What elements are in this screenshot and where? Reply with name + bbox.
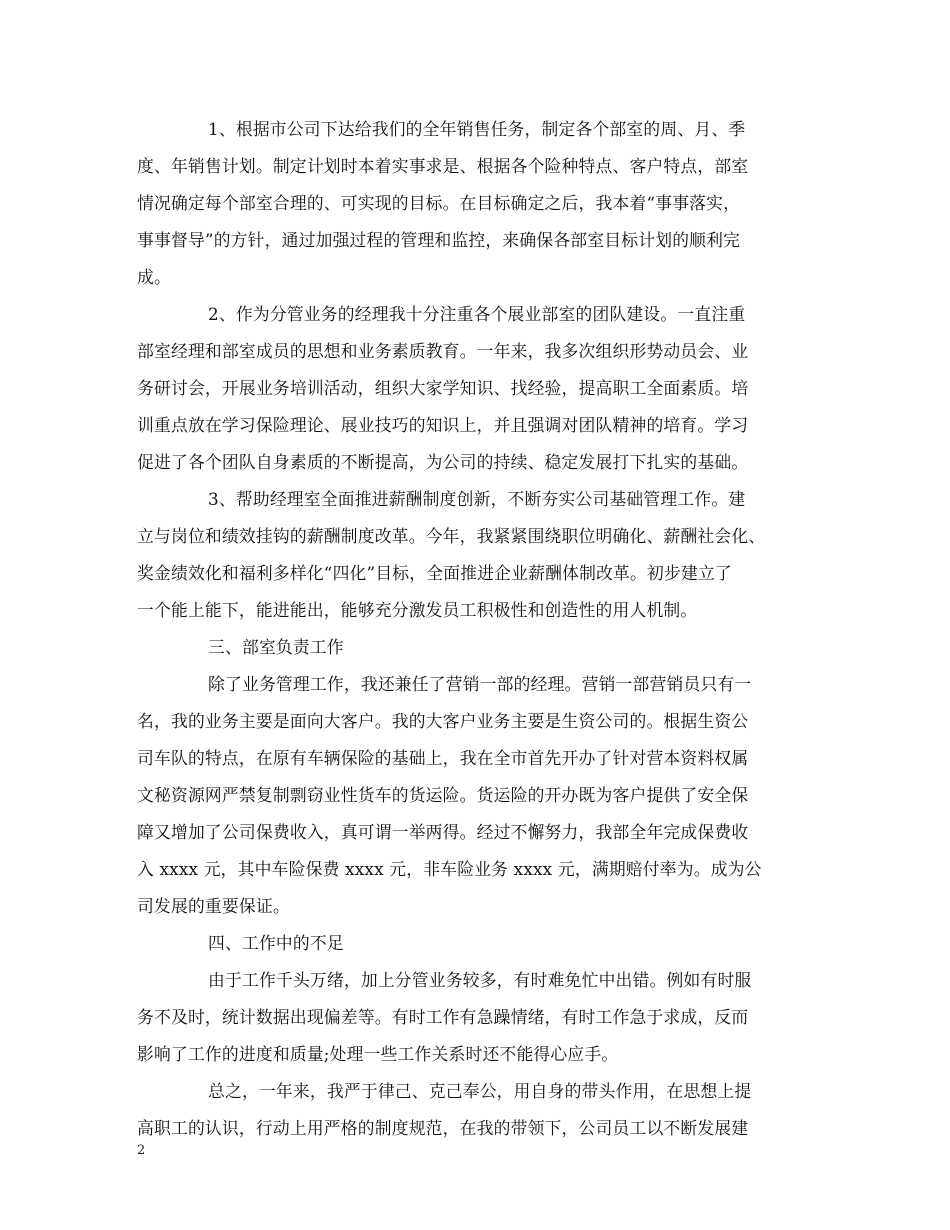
paragraph-line: 障又增加了公司保费收入，真可谓一举两得。经过不懈努力，我部全年完成保费收 [137, 822, 749, 842]
paragraph-line: 影响了工作的进度和质量;处理一些工作关系时还不能得心应手。 [137, 1044, 619, 1064]
paragraph-line: 除了业务管理工作，我还兼任了营销一部的经理。营销一部营销员只有一 [208, 674, 752, 694]
paragraph-line: 2、作为分管业务的经理我十分注重各个展业部室的团队建设。一直注重 [208, 304, 746, 324]
paragraph-line: 文秘资源网严禁复制剽窃业性货车的货运险。货运险的开办既为客户提供了安全保 [137, 785, 749, 805]
paragraph-line: 1、根据市公司下达给我们的全年销售任务，制定各个部室的周、月、季 [208, 119, 746, 139]
paragraph-line: 司车队的特点，在原有车辆保险的基础上，我在全市首先开办了针对营本资料权属 [137, 748, 749, 768]
paragraph-line: 训重点放在学习保险理论、展业技巧的知识上，并且强调对团队精神的培育。学习 [137, 415, 749, 435]
paragraph-line: 司发展的重要保证。 [137, 896, 290, 916]
paragraph-line: 立与岗位和绩效挂钩的薪酬制度改革。今年，我紧紧围绕职位明确化、薪酬社会化、 [137, 526, 766, 546]
paragraph-line: 入 xxxx 元，其中车险保费 xxxx 元，非车险业务 xxxx 元，满期赔付率为。成为公 [137, 859, 762, 879]
paragraph-line: 一个能上能下，能进能出，能够充分激发员工积极性和创造性的用人机制。 [137, 600, 698, 620]
paragraph-line: 奖金绩效化和福利多样化“四化”目标，全面推进企业薪酬体制改革。初步建立了 [137, 563, 732, 583]
paragraph-line: 务研讨会，开展业务培训活动，组织大家学知识、找经验，提高职工全面素质。培 [137, 378, 749, 398]
paragraph-line: 总之，一年来，我严于律己、克己奉公，用自身的带头作用，在思想上提 [208, 1081, 752, 1101]
paragraph-line: 3、帮助经理室全面推进薪酬制度创新，不断夯实公司基础管理工作。建 [208, 489, 746, 509]
paragraph-line: 度、年销售计划。制定计划时本着实事求是、根据各个险种特点、客户特点，部室 [137, 156, 749, 176]
paragraph-line: 成。 [137, 267, 171, 287]
paragraph-line: 情况确定每个部室合理的、可实现的目标。在目标确定之后，我本着“事事落实， [137, 193, 741, 213]
page-number: 2 [137, 1143, 146, 1158]
paragraph-line: 高职工的认识，行动上用严格的制度规范，在我的带领下，公司员工以不断发展建 [137, 1118, 749, 1138]
paragraph-line: 务不及时，统计数据出现偏差等。有时工作有急躁情绪，有时工作急于求成，反而 [137, 1007, 749, 1027]
section-heading: 三、部室负责工作 [208, 637, 344, 657]
paragraph-line: 由于工作千头万绪，加上分管业务较多，有时难免忙中出错。例如有时服 [208, 970, 752, 990]
paragraph-line: 促进了各个团队自身素质的不断提高，为公司的持续、稳定发展打下扎实的基础。 [137, 452, 749, 472]
section-heading: 四、工作中的不足 [208, 933, 344, 953]
paragraph-line: 事事督导”的方针，通过加强过程的管理和监控，来确保各部室目标计划的顺利完 [137, 230, 741, 250]
paragraph-line: 部室经理和部室成员的思想和业务素质教育。一年来，我多次组织形势动员会、业 [137, 341, 749, 361]
paragraph-line: 名，我的业务主要是面向大客户。我的大客户业务主要是生资公司的。根据生资公 [137, 711, 749, 731]
